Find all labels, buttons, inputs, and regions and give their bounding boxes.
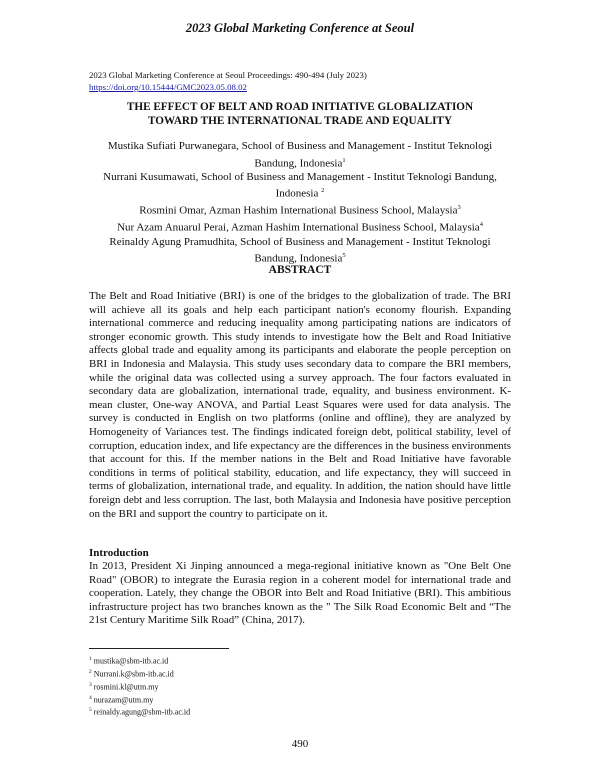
- author-entry: [89, 201, 511, 218]
- author-list: [89, 140, 511, 266]
- footnote-mark: 4: [89, 694, 92, 701]
- abstract-heading: ABSTRACT: [268, 264, 332, 276]
- footnote-divider: [89, 648, 229, 649]
- proceedings-info: [89, 69, 367, 93]
- footnote-email: rosmini.kl@utm.my: [91, 682, 159, 692]
- author-entry: [89, 171, 511, 202]
- introduction-body: In 2013, President Xi Jinping announced a mega-regional initiative known as "One Belt One Road" (OBOR) to integrate the Eurasia region in a coherent model for international trade and cooperation. Lately, they change the OBOR into Belt and Road Initiative (BRI). This ambitious infrastructure project has two branches known as the " The Silk Road Economic Belt and “The 21st Century Maritime Silk Road” (China, 2017).: [89, 560, 511, 627]
- author-entry: [89, 218, 511, 235]
- author-affiliation: Nur Azam Anuarul Perai, Azman Hashim International Business School, Malaysia: [117, 222, 480, 235]
- paper-title: [89, 100, 511, 128]
- footnote-mark: 2: [89, 668, 92, 675]
- title-line-1: THE EFFECT OF BELT AND ROAD INITIATIVE GLOBALIZATION: [126, 101, 474, 113]
- footnote-email: mustika@sbm-itb.ac.id: [91, 656, 169, 666]
- author-entry: [89, 236, 511, 267]
- author-footnote-mark: 2: [321, 187, 325, 195]
- author-footnote-mark: 1: [342, 156, 346, 164]
- introduction-heading: Introduction: [89, 547, 149, 559]
- proceedings-citation: 2023 Global Marketing Conference at Seoul Proceedings: 490-494 (July 2023): [89, 70, 367, 80]
- footnote-mark: 3: [89, 681, 92, 688]
- title-line-2: TOWARD THE INTERNATIONAL TRADE AND EQUALITY: [147, 115, 453, 127]
- footnotes: [89, 654, 190, 718]
- page-number: 490: [291, 738, 309, 750]
- footnote-email: Nurrani.k@sbm-itb.ac.id: [91, 669, 174, 679]
- footnote-mark: 1: [89, 656, 92, 662]
- footnote: [89, 667, 190, 680]
- author-footnote-mark: 5: [342, 252, 346, 260]
- author-affiliation: Mustika Sufiati Purwanegara, School of Business and Management - Institut Teknologi Bandung, Indonesia: [107, 140, 493, 170]
- author-affiliation: Reinaldy Agung Pramudhita, School of Business and Management - Institut Teknologi Bandung, Indonesia: [109, 235, 491, 265]
- author-entry: [89, 140, 511, 171]
- author-affiliation: Rosmini Omar, Azman Hashim International Business School, Malaysia: [139, 204, 458, 217]
- author-footnote-mark: 4: [479, 221, 483, 229]
- footnote-email: nurazam@utm.my: [91, 695, 154, 705]
- footnote: [89, 693, 190, 706]
- footnote-mark: 5: [89, 707, 92, 714]
- footnote: [89, 654, 190, 667]
- footnote: [89, 705, 190, 718]
- author-footnote-mark: 3: [457, 204, 461, 212]
- footnote: [89, 680, 190, 693]
- doi-link[interactable]: https://doi.org/10.15444/GMC2023.05.08.02: [89, 82, 247, 92]
- author-affiliation: Nurrani Kusumawati, School of Business and Management - Institut Teknologi Bandung, Indonesia: [103, 170, 497, 200]
- footnote-email: reinaldy.agung@sbm-itb.ac.id: [91, 708, 191, 718]
- conference-header: 2023 Global Marketing Conference at Seoul: [185, 21, 415, 35]
- abstract-body: The Belt and Road Initiative (BRI) is one of the bridges to the globalization of trade. The BRI will achieve all its goals and help each participant nation's economy flourish. Expanding international commerce and reducing inequality among participating nations are indicators of stronger economic growth. This study intends to investigate how the Belt and Road Initiative affects global trade and equality among its participants and elaborate the people perception on BRI in Indonesia and Malaysia. This study uses secondary data to compare the BRI members, while the original data was collected using a survey approach. The four factors evaluated in secondary data are globalization, international trade, equality, and business environment. K-mean cluster, One-way ANOVA, and Partial Least Squares were used for data analysis. The survey is conducted in English on two platforms (online and offline), they are analyzed by Homogeneity of Variances test. The findings indicated foreign debt, political stability, level of corruption, education index, and life expectancy are the differences in the business environments that account for this. If the member nations in the Belt and Road Initiative have favorable conditions in terms of political stability, education, and life expectancy, they will succeed in terms of globalization, international trade, and equality. In addition, the nation should have little foreign debt and less corruption. The last, both Malaysia and Indonesia have positive perception on the BRI and support the country to participate on it.: [89, 290, 511, 520]
